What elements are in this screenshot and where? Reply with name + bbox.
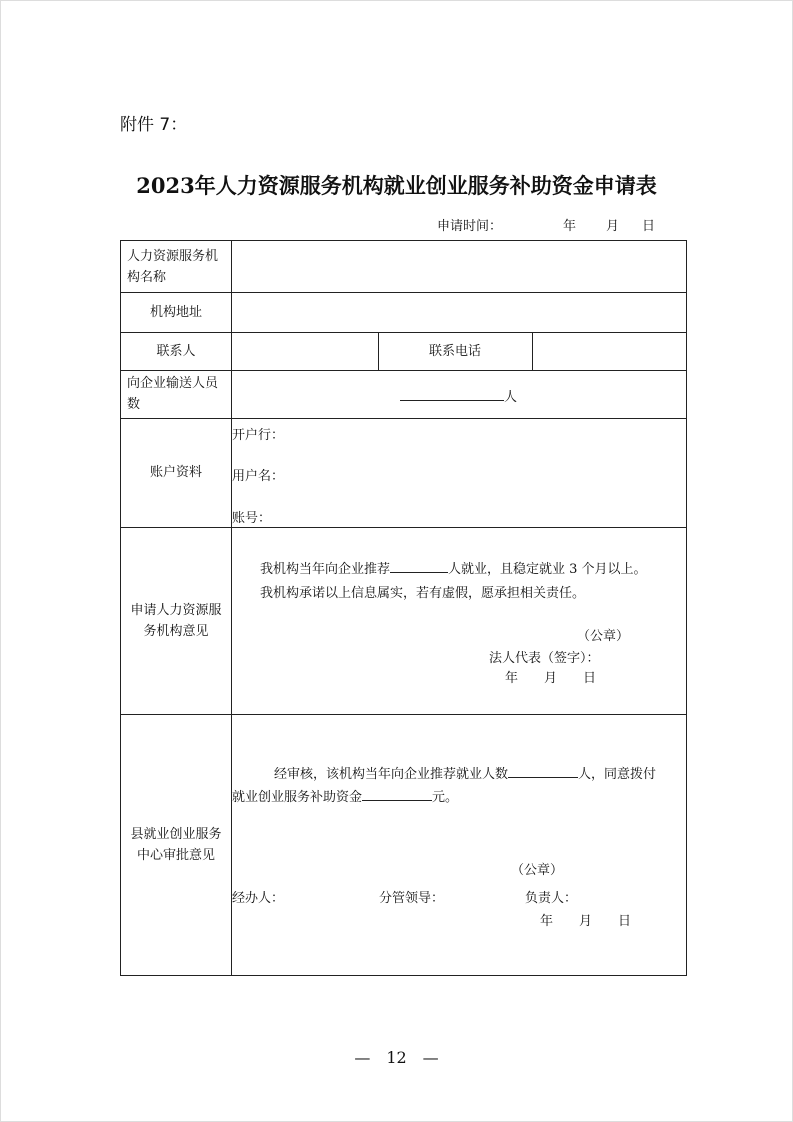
handler-label: 经办人： — [232, 891, 285, 906]
apply-time-label: 申请时间： — [437, 219, 503, 234]
sent-count-field[interactable] — [400, 386, 517, 405]
contact-field[interactable] — [232, 334, 376, 368]
recommend-count-blank[interactable] — [390, 560, 448, 573]
address-label: 机构地址 — [149, 304, 202, 320]
center-opinion-label: 县就业创业服务中心审批意见 — [130, 826, 222, 863]
org-statement-1a: 我机构当年向企业推荐 — [260, 562, 391, 577]
bank-label: 开户行： — [232, 428, 285, 443]
org-opinion-label: 申请人力资源服务机构意见 — [130, 602, 222, 639]
subsidy-amount-blank[interactable] — [362, 788, 432, 801]
apply-year: 年 — [563, 219, 577, 234]
center-seal: （公章） — [511, 863, 564, 878]
apply-month: 月 — [606, 219, 620, 234]
account-number-label: 账号： — [232, 511, 272, 526]
leader-label: 分管领导： — [379, 891, 445, 906]
center-statement-1b: 人，同意拨付 — [578, 767, 657, 782]
org-name-label: 人力资源服务机构名称 — [127, 248, 219, 285]
attachment-label: 附件 7： — [120, 115, 188, 135]
phone-label: 联系电话 — [428, 343, 481, 359]
org-seal: （公章） — [577, 629, 630, 644]
phone-field[interactable] — [534, 334, 684, 368]
center-date: 年 月 日 — [540, 914, 632, 929]
legal-rep-signature: 法人代表（签字）： — [489, 651, 600, 666]
org-statement-1b: 人就业，且稳定就业 3 个月以上。 — [448, 562, 647, 577]
responsible-label: 负责人： — [525, 891, 578, 906]
contact-label: 联系人 — [156, 343, 196, 359]
org-date: 年 月 日 — [505, 671, 597, 686]
document-title: 2023年人力资源服务机构就业创业服务补助资金申请表 — [136, 173, 657, 198]
address-field[interactable] — [232, 294, 684, 330]
center-statement-1a: 经审核，该机构当年向企业推荐就业人数 — [274, 767, 509, 782]
column-divider — [532, 332, 533, 370]
org-statement-2: 我机构承诺以上信息属实，若有虚假，愿承担相关责任。 — [260, 586, 586, 601]
org-name-field[interactable] — [232, 244, 684, 290]
sent-count-label: 向企业输送人员数 — [127, 376, 219, 412]
center-statement-2a: 就业创业服务补助资金 — [232, 790, 363, 805]
page-number: — 12 — — [354, 1048, 439, 1067]
approved-count-blank[interactable] — [508, 765, 578, 778]
application-table — [120, 240, 687, 976]
account-name-label: 用户名： — [232, 469, 285, 484]
center-statement-2b: 元。 — [432, 790, 459, 805]
person-unit: 人 — [504, 390, 518, 405]
account-label: 账户资料 — [149, 465, 202, 480]
apply-day: 日 — [642, 219, 656, 234]
